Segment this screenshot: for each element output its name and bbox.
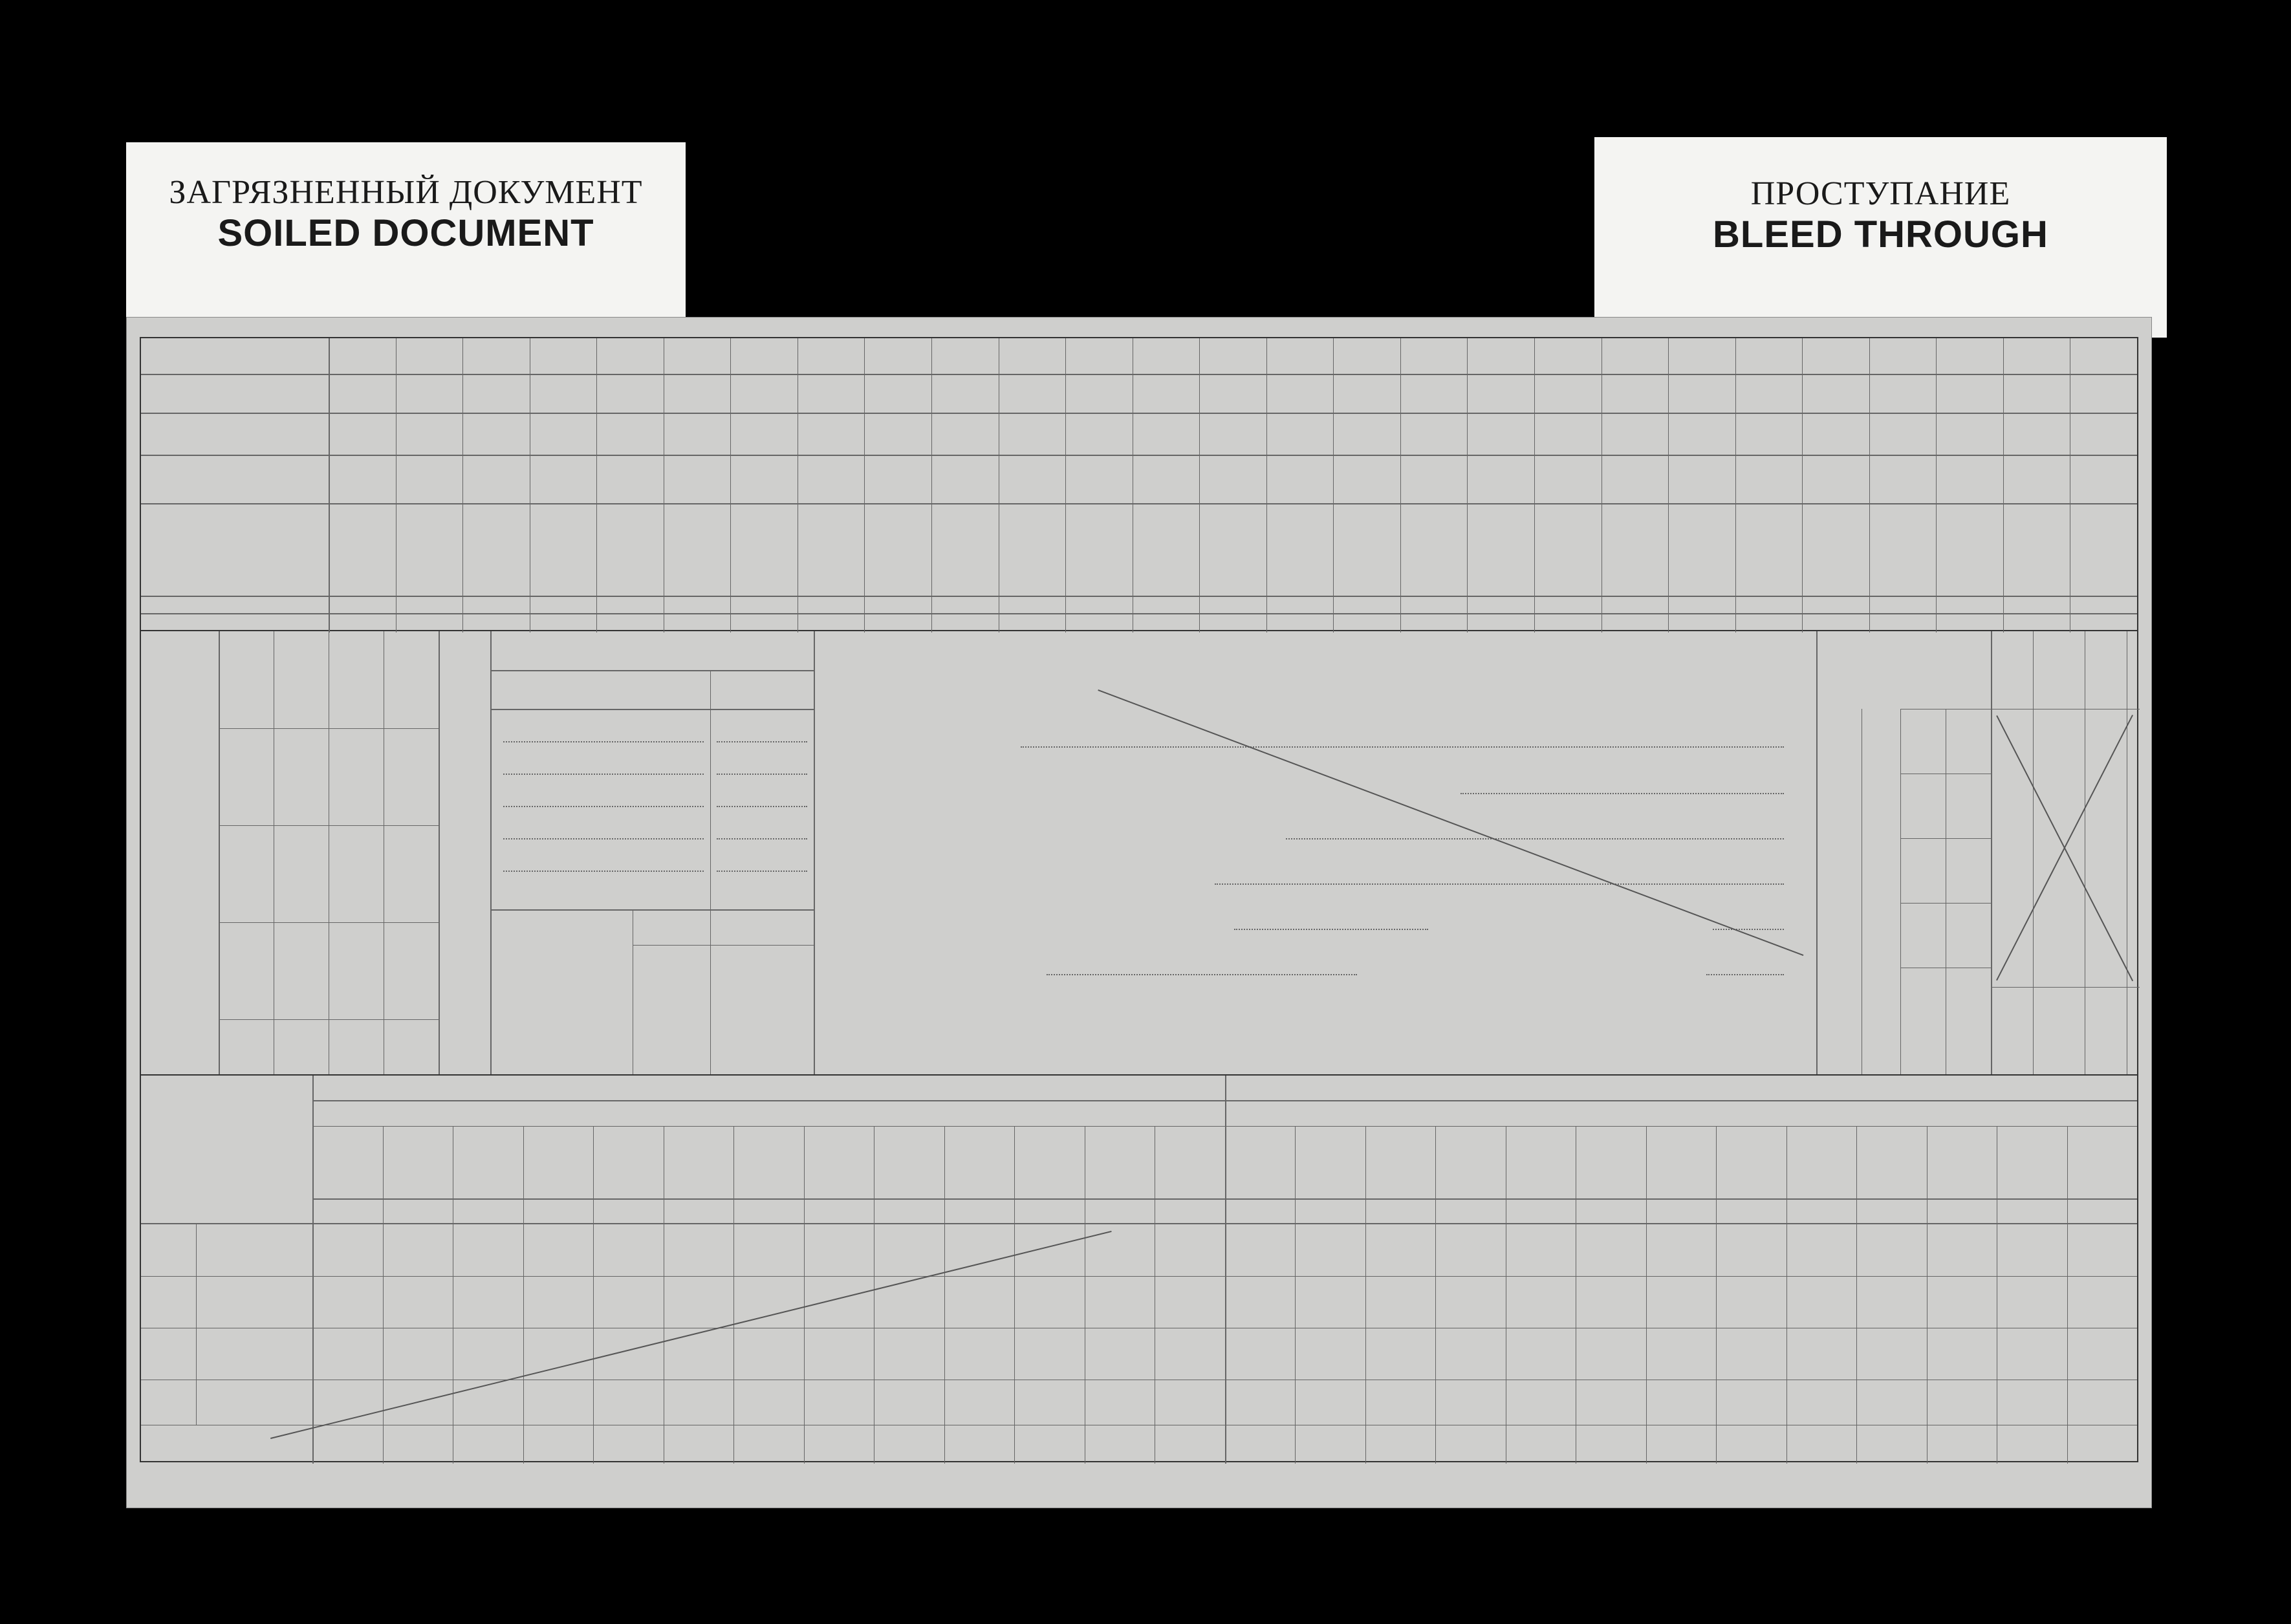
mid-workers-sep [490,631,492,1074]
top-col-line [1668,338,1669,633]
right-col [2033,631,2034,1074]
private-right [1816,631,1818,1074]
trade-title-line [490,670,814,671]
answer-6b [1706,974,1784,975]
trade-qty-sep [710,670,711,909]
bot-col-line [1646,1126,1647,1464]
mid-lv-row [219,728,439,729]
bot-col-line [1295,1126,1296,1464]
have-col2 [710,909,711,1074]
bot-col-line [2067,1126,2068,1464]
bleed-label-ru: ПРОСТУПАНИЕ [1750,175,2011,212]
trade-dotted-row [503,741,704,742]
census-form-sheet [126,317,2152,1508]
mid-lv-row [219,1019,439,1020]
top-col-line [1802,338,1803,633]
trade-dotted-qty [717,838,807,839]
population-heading [1910,777,1936,838]
right-bottom-line [1991,987,2140,988]
bot-col-line [733,1126,734,1464]
middle-table [140,631,2138,1074]
top-band-top [141,596,2137,597]
trade-dotted-qty [717,741,807,742]
bot-col-line [1856,1126,1857,1464]
population-heading [1910,706,1936,767]
bot-num-bottom [141,1223,2137,1224]
top-col-line [1869,338,1870,633]
pop-col-a [1900,709,1901,1074]
top-col-line [931,338,932,633]
answer-5b [1713,929,1784,930]
top-col-line [462,338,463,633]
lease-table [140,1074,2138,1462]
top-band-bottom [141,613,2137,614]
bot-col-line [383,1126,384,1464]
top-col-line [1467,338,1468,633]
top-col-line [2003,338,2004,633]
top-col-line [1266,338,1267,633]
top-row-line [141,413,2137,414]
bot-col-line [1786,1126,1787,1464]
top-col-line [1333,338,1334,633]
top-row-line [141,374,2137,375]
trade-dotted-qty [717,774,807,775]
bot-left-sep [312,1076,314,1464]
trade-dotted-row [503,806,704,807]
trade-bottom [490,909,814,911]
trade-dotted-row [503,871,704,872]
soiled-label-ru: ЗАГРЯЗНЕННЫЙ ДОКУМЕНТ [169,174,643,211]
bot-row-line [141,1276,2137,1277]
bleed-through-label [1594,137,2167,338]
top-row-line [141,455,2137,456]
top-col-line [596,338,597,633]
bot-col-line [1225,1076,1226,1464]
answer-4 [1215,883,1784,885]
top-col-line [1065,338,1066,633]
trade-dotted-row [503,774,704,775]
have-head-line [633,945,814,946]
bot-col-line [1716,1126,1717,1464]
have-right [814,631,815,1074]
soiled-label-en: SOILED DOCUMENT [217,212,594,254]
bot-col-line [804,1126,805,1464]
bleed-label-en: BLEED THROUGH [1713,213,2048,255]
top-row-line [141,503,2137,504]
top-col-line [1199,338,1200,633]
bot-col-line [593,1126,594,1464]
top-left-sep [329,338,330,633]
answer-5 [1234,929,1428,930]
answer-2 [1460,793,1784,794]
trade-dotted-row [503,838,704,839]
crops-table [140,337,2138,631]
population-heading [1910,893,1936,955]
top-col-line [1735,338,1736,633]
answer-3 [1286,838,1784,839]
answer-1 [1021,746,1784,748]
pop-right [1991,631,1992,1074]
top-col-line [1534,338,1535,633]
bot-col-line [1014,1126,1015,1464]
population-heading [1910,835,1936,896]
trade-dotted-qty [717,871,807,872]
pencil-cross-a [1098,689,1803,956]
pencil-stroke-bottom [270,1231,1111,1439]
mid-lv-row [219,922,439,923]
top-col-line [1400,338,1401,633]
population-heading [1910,958,1936,1019]
soiled-document-label [126,142,686,336]
trade-dotted-qty [717,806,807,807]
bot-col-line [523,1126,524,1464]
bot-col-line [1435,1126,1436,1464]
mid-lv-row [219,825,439,826]
top-col-line [1936,338,1937,633]
top-col-line [730,338,731,633]
bot-col-line [1365,1126,1366,1464]
top-col-line [864,338,865,633]
bot-side-sep [196,1223,197,1425]
trade-head-line [490,709,814,710]
answer-6 [1047,974,1357,975]
mid-lv-right [439,631,440,1074]
bot-col-line [944,1126,945,1464]
